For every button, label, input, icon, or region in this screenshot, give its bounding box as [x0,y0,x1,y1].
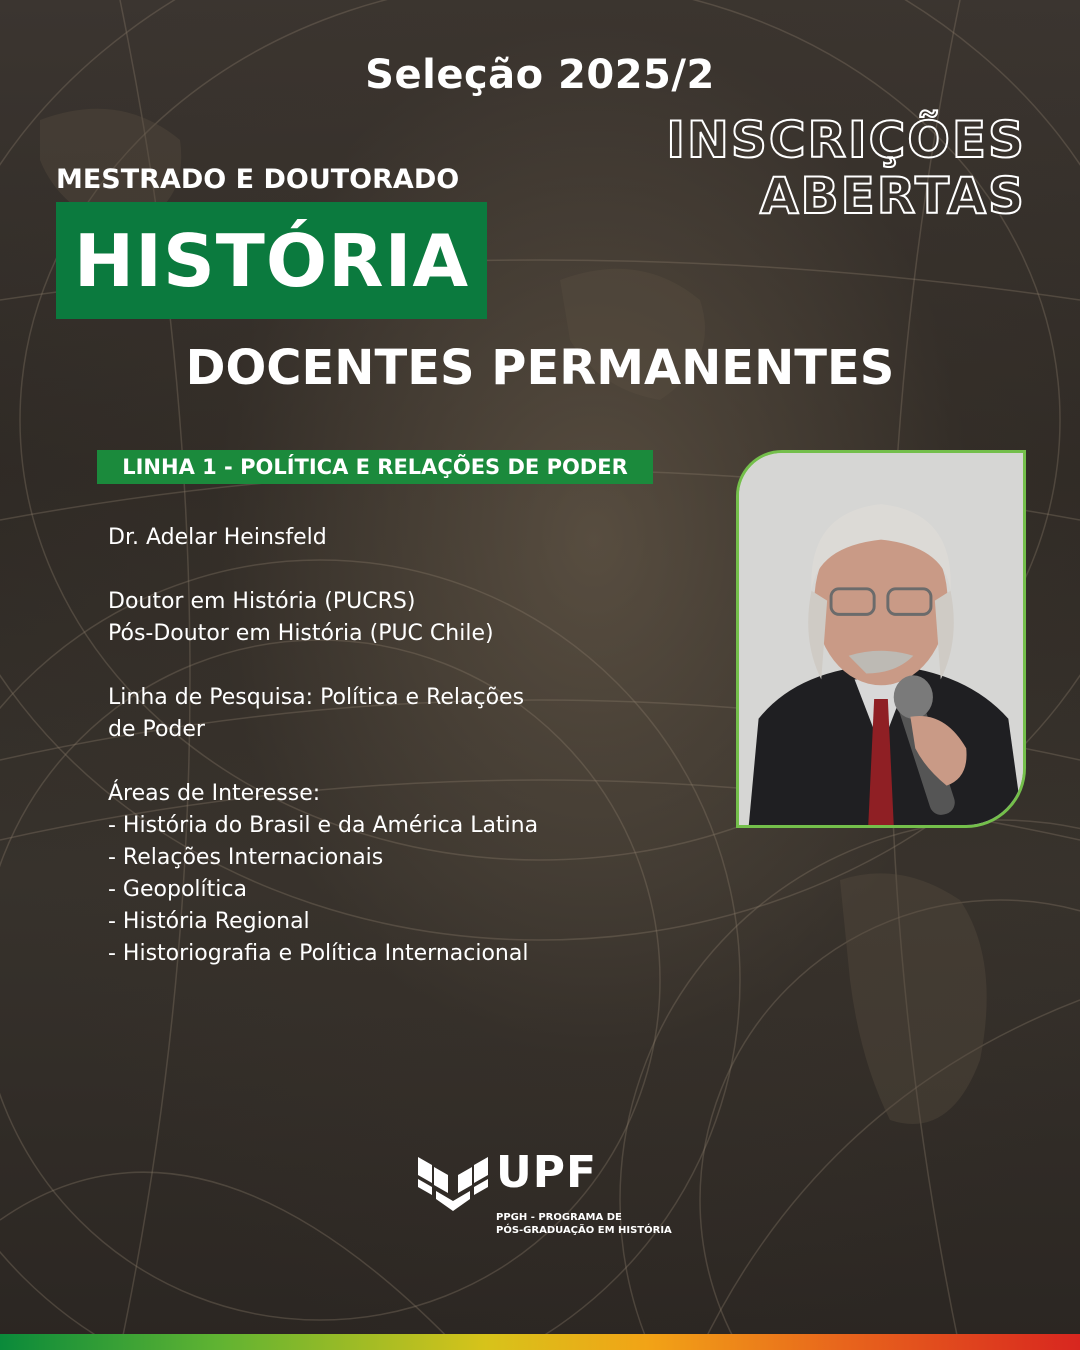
logo-subtitle-line-1: PPGH - PROGRAMA DE [496,1212,622,1223]
research-line-label: LINHA 1 - POLÍTICA E RELAÇÕES DE PODER [97,450,653,484]
research-line-text-1: Linha de Pesquisa: Política e Relações [108,685,525,710]
logo-subtitle-line-2: PÓS-GRADUAÇÃO EM HISTÓRIA [496,1225,672,1236]
portrait-photo-icon [739,453,1023,825]
registration-line-2: ABERTAS [759,167,1026,225]
interest-item: - Geopolítica [108,877,247,902]
interest-item: - Historiografia e Política Internacional [108,941,529,966]
logo-text: UPF [496,1147,598,1198]
registration-line-1: INSCRIÇÕES [666,111,1026,169]
program-name-box [56,202,487,319]
registration-open-heading [666,112,1026,224]
interest-item: - História do Brasil e da América Latina [108,813,539,838]
selection-title: Seleção 2025/2 [365,52,715,98]
interest-item: - História Regional [108,909,310,934]
professor-photo [736,450,1026,828]
section-title: DOCENTES PERMANENTES [185,340,895,396]
professor-name: Dr. Adelar Heinsfeld [108,525,327,550]
professor-degree-2: Pós-Doutor em História (PUC Chile) [108,621,494,646]
program-level: MESTRADO E DOUTORADO [56,164,460,195]
color-stripe [0,1334,1080,1350]
interest-item: - Relações Internacionais [108,845,384,870]
upf-logo [418,1147,678,1245]
logo-subtitle [496,1211,672,1237]
program-name: HISTÓRIA [73,218,470,303]
upf-logo-mark-icon [418,1155,488,1213]
professor-degree-1: Doutor em História (PUCRS) [108,589,416,614]
interests-title: Áreas de Interesse: [108,781,321,806]
research-line-text-2: de Poder [108,717,205,742]
professor-bio [108,522,668,970]
